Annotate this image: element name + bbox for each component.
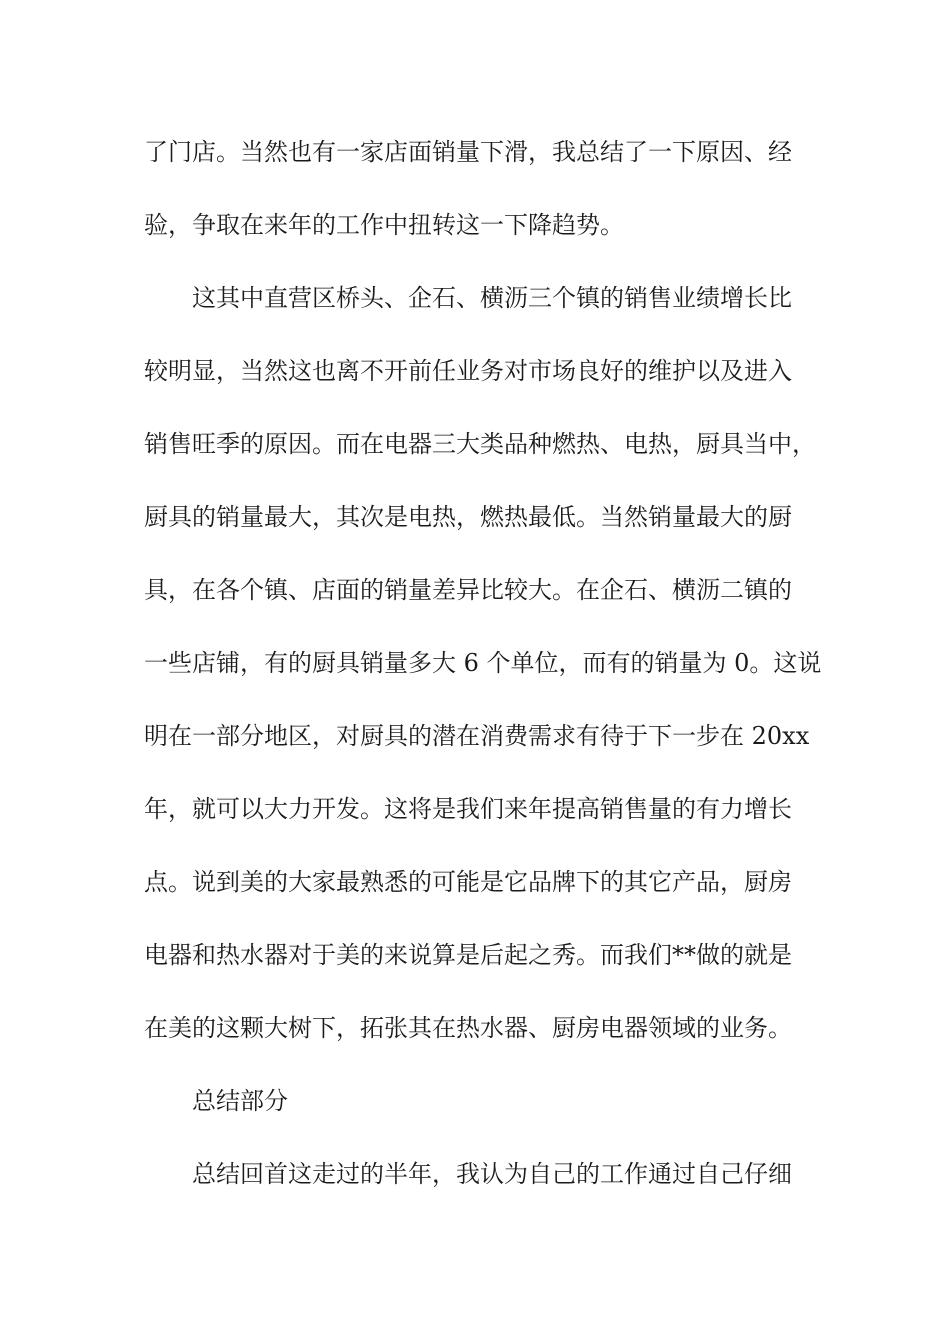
text-line: 年，就可以大力开发。这将是我们来年提高销售量的有力增长 xyxy=(144,795,792,823)
text-line: 电器和热水器对于美的来说算是后起之秀。而我们**做的就是 xyxy=(144,941,792,969)
text-line: 厨具的销量最大，其次是电热，燃热最低。当然销量最大的厨 xyxy=(144,503,792,531)
section-heading: 总结部分 xyxy=(192,1087,288,1115)
text-line: 明在一部分地区，对厨具的潜在消费需求有待于下一步在 20xx xyxy=(144,722,810,750)
text-line: 了门店。当然也有一家店面销量下滑，我总结了一下原因、经 xyxy=(144,138,792,166)
paragraph-start-line: 这其中直营区桥头、企石、横沥三个镇的销售业绩增长比 xyxy=(192,284,792,312)
text-line: 一些店铺，有的厨具销量多大 6 个单位，而有的销量为 0。这说 xyxy=(144,649,822,677)
text-line: 销售旺季的原因。而在电器三大类品种燃热、电热，厨具当中， xyxy=(144,430,816,458)
text-line: 验，争取在来年的工作中扭转这一下降趋势。 xyxy=(144,211,624,239)
text-line: 具，在各个镇、店面的销量差异比较大。在企石、横沥二镇的 xyxy=(144,576,792,604)
text-line: 在美的这颗大树下，拓张其在热水器、厨房电器领域的业务。 xyxy=(144,1014,792,1042)
text-line: 较明显，当然这也离不开前任业务对市场良好的维护以及进入 xyxy=(144,357,792,385)
text-line: 点。说到美的大家最熟悉的可能是它品牌下的其它产品，厨房 xyxy=(144,868,792,896)
paragraph-start-line: 总结回首这走过的半年，我认为自己的工作通过自己仔细 xyxy=(192,1160,792,1188)
